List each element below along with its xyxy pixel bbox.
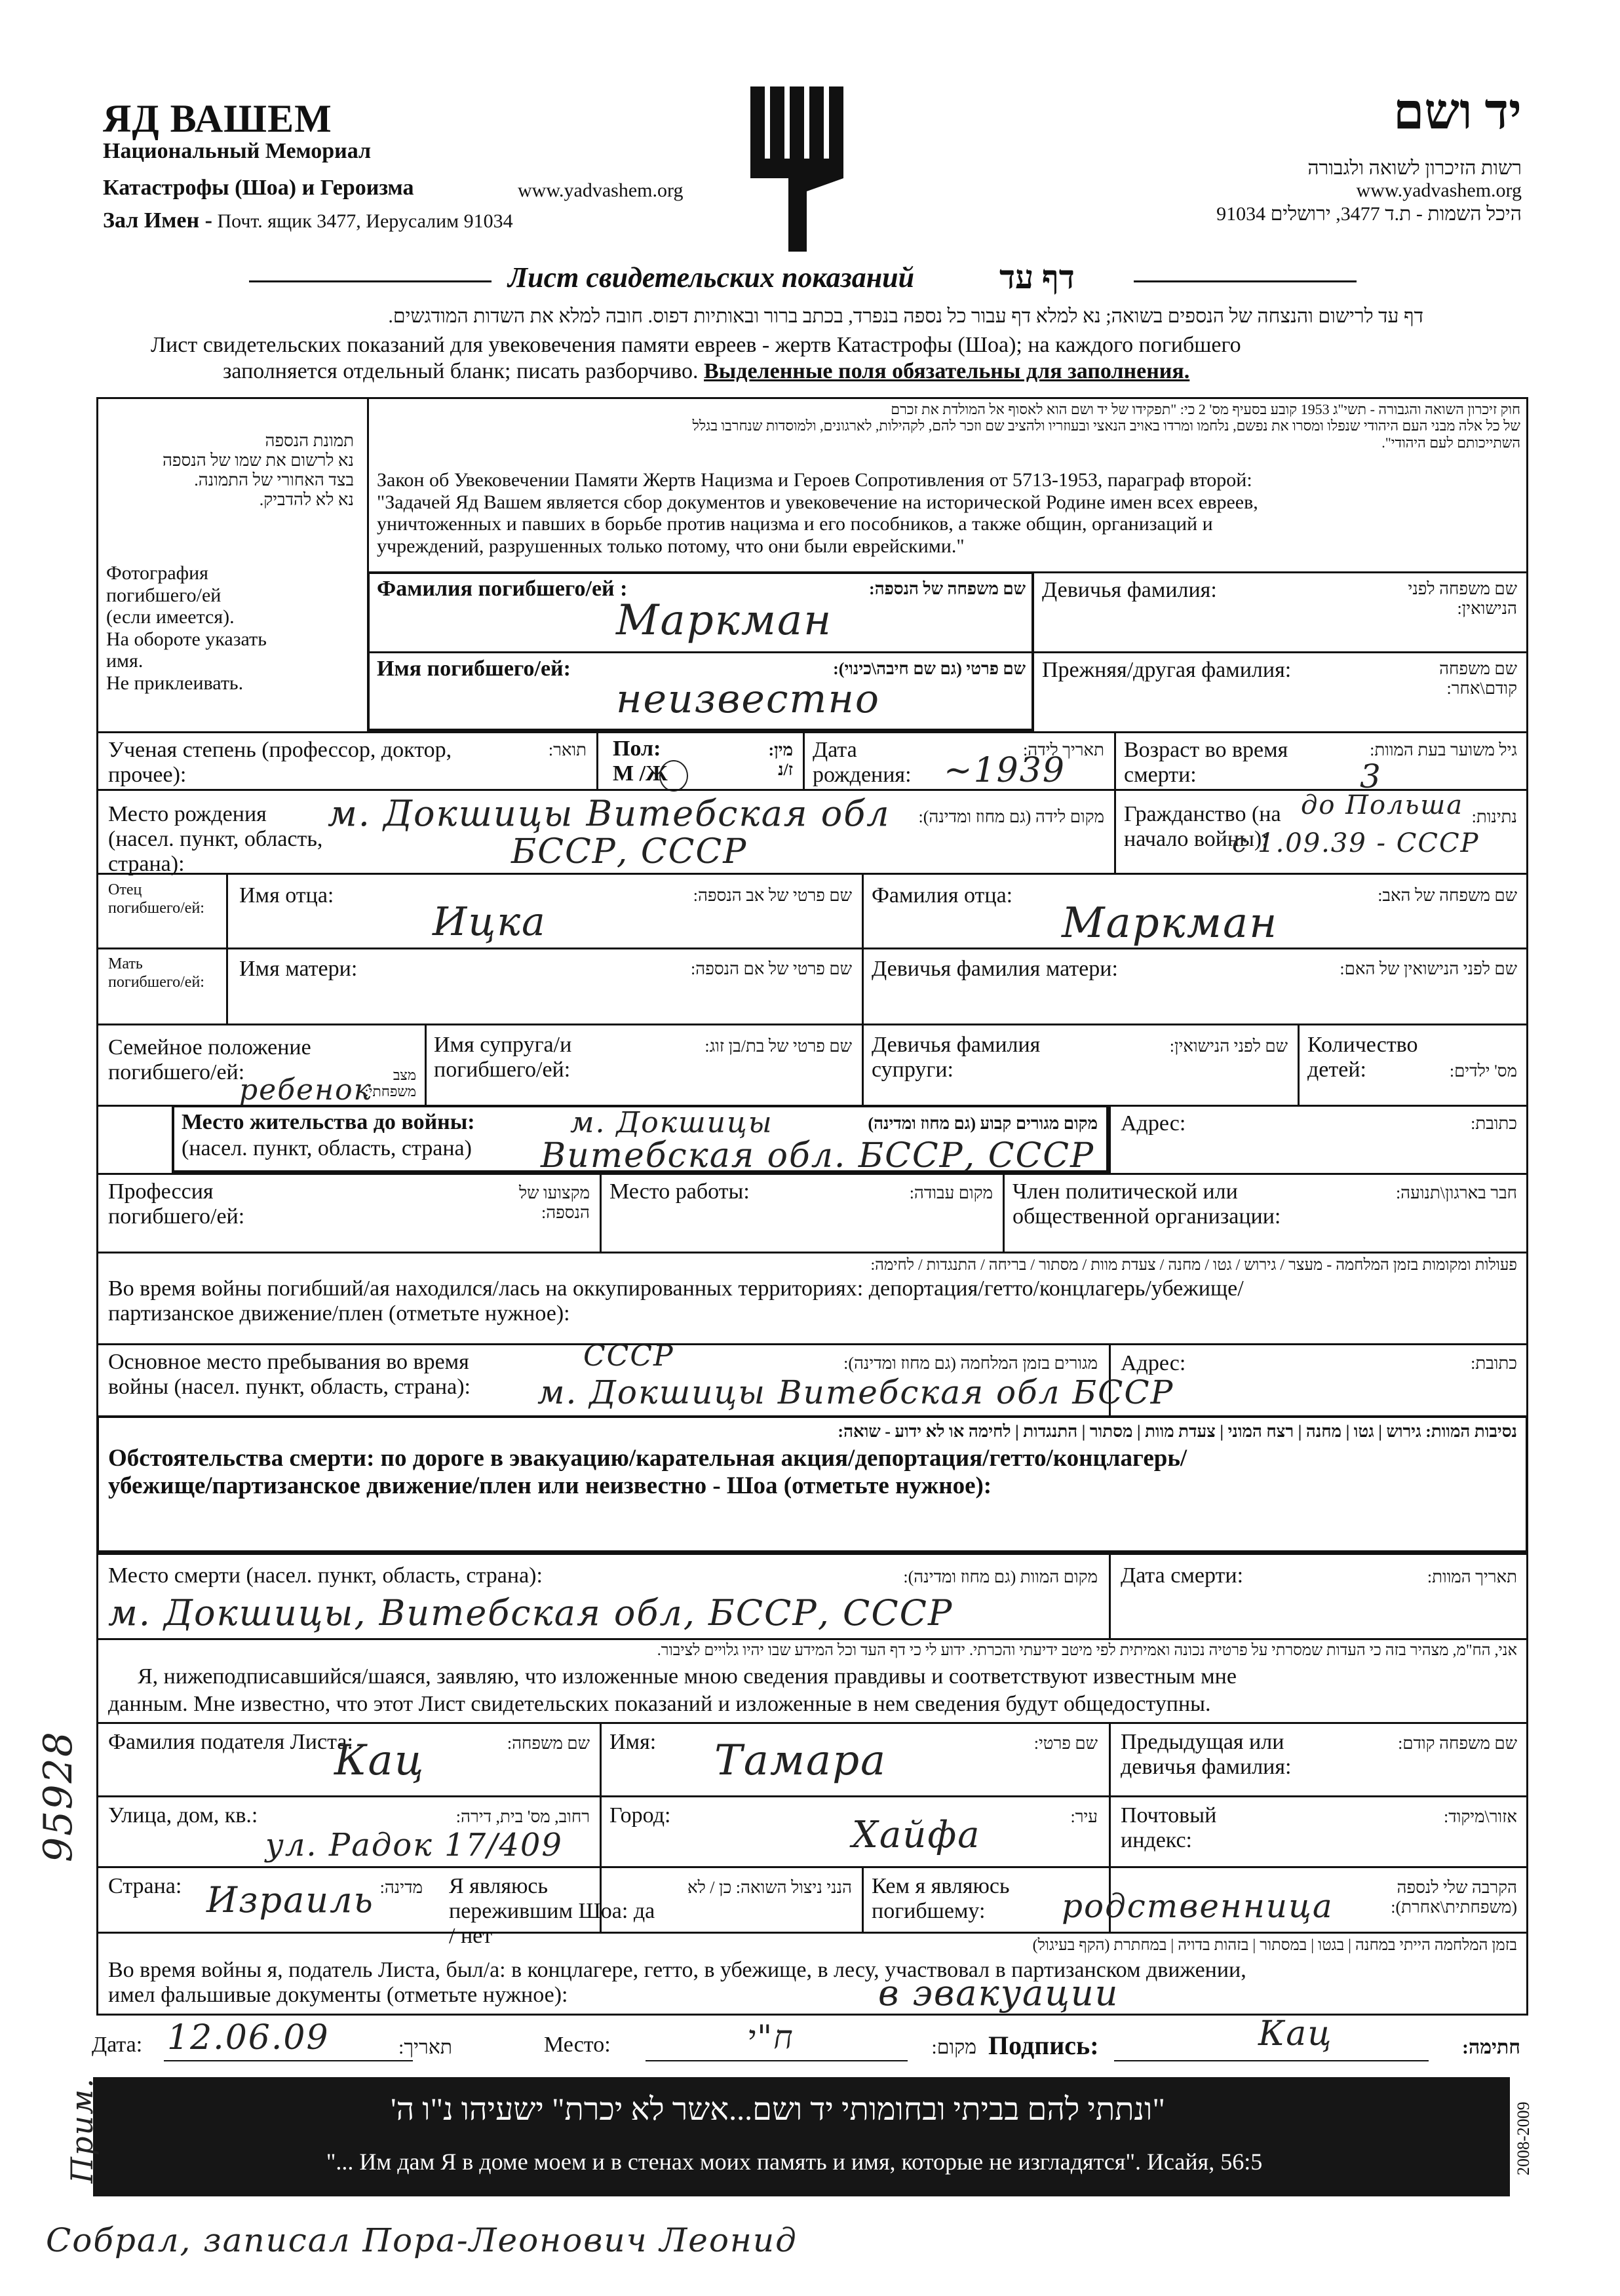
- citizenship-label: Гражданство (на начало войны):: [1124, 802, 1281, 852]
- victim-first-name-value[interactable]: неизвестно: [616, 676, 880, 722]
- residence-label-he: מקום מגורים קבוע (גם מחוז ומדינה): [868, 1114, 1098, 1133]
- mother-maiden-label: Девичья фамилия матери:: [872, 957, 1118, 981]
- degree-label-he: תואר:: [548, 740, 587, 759]
- mother-name-label: Имя матери:: [239, 957, 358, 981]
- law-text-ru-2: "Задачей Яд Вашем является сбор документов и увековечение на исторической Родине имен всех евреев,: [377, 491, 1258, 513]
- residence-label-2: (насел. пункт, область, страна): [182, 1136, 472, 1160]
- declaration-ru-1: Я, нижеподписавшийся/шаяся, заявляю, что изложенные мною сведения правдивы и соответствуют известным мне: [138, 1664, 1237, 1689]
- org-subtitle-ru-1: Национальный Мемориал: [103, 139, 372, 163]
- father-name-label-he: שם פרטי של אב הנספה:: [693, 886, 852, 905]
- photo-note-ru-1: Фотография: [106, 562, 208, 584]
- photo-note-ru-2: погибшего/ей: [106, 584, 222, 606]
- law-text-ru: [377, 469, 1258, 557]
- death-circumstances-he: נסיבות המוות: גירוש | גטו | מחנה | רצח המוני | צעדת מוות | מסתור | התנגדות | לחימה או לא ידוע - שואה:: [838, 1422, 1517, 1441]
- org-subtitle-ru-2: Катастрофы (Шоа) и Героизма: [103, 176, 414, 200]
- victim-surname-label: Фамилия погибшего/ей :: [377, 577, 628, 601]
- war-address-label-he: כתובת:: [1471, 1354, 1517, 1373]
- submitter-country-value[interactable]: Израиль: [206, 1879, 374, 1921]
- submitter-street-label-he: רחוב, מס' בית, דירה:: [455, 1807, 590, 1826]
- sex-options-ru[interactable]: М /Ж: [613, 761, 668, 786]
- place-label-he: מקום:: [931, 2037, 976, 2058]
- spouse-name-label: Имя супруга/и погибшего/ей:: [434, 1033, 572, 1082]
- instructions-he: דף עד לרישום והנצחה של הנספים בשואה; נא למלא דף עבור כל נספה בנפרד, בכתב ברור ובאותיות דפוס. חובה למלא את השדות המודגשים.: [388, 305, 1423, 327]
- victim-maiden-label: Девичья фамилия:: [1042, 578, 1217, 602]
- death-date-label: Дата смерти:: [1121, 1563, 1244, 1588]
- quote-years: 2008-2009: [1514, 2101, 1533, 2175]
- sex-options-he: ז/נ: [778, 759, 793, 779]
- war-place-label-he: מגורים בזמן המלחמה (גם מחוז ומדינה):: [843, 1354, 1098, 1373]
- age-value[interactable]: 3: [1360, 757, 1382, 795]
- workplace-label: Место работы:: [609, 1179, 750, 1204]
- law-text-he-3: השתייכותם לעם היהודי".: [1381, 434, 1520, 451]
- submitter-first-name-label-he: שם פרטי:: [1033, 1734, 1098, 1753]
- date-value[interactable]: 12.06.09: [167, 2018, 330, 2057]
- father-surname-label: Фамилия отца:: [872, 883, 1013, 908]
- submitter-prev-surname-label: Предыдущая или девичья фамилия:: [1121, 1730, 1292, 1780]
- spouse-maiden-label: Девичья фамилия супруги:: [872, 1033, 1041, 1082]
- victim-first-name-label: Имя погибшего/ей:: [377, 657, 571, 681]
- children-label: Количество детей:: [1307, 1033, 1418, 1082]
- relation-label: Кем я являюсь погибшему:: [872, 1874, 1010, 1924]
- org-title-ru: ЯД ВАШЕМ: [103, 97, 332, 140]
- submitter-city-label: Город:: [609, 1803, 671, 1827]
- declaration-he: אני, הח"מ, מצהיר בזה כי העדות שמסרתי על פרטיה נכונה ואמיתית לפי מיטב ידיעתי והכרתי. ידוע לי כי דף העד וכל המידע שבו יהיו גלויים לציבור.: [657, 1642, 1517, 1659]
- father-side-label: Отец погибшего/ей:: [108, 881, 204, 917]
- children-label-he: מס' ילדים:: [1449, 1062, 1517, 1081]
- date-label-he: תאריך:: [398, 2037, 452, 2058]
- instructions-ru-required: Выделенные поля обязательны для заполнения.: [704, 359, 1190, 383]
- survivor-label-he: הנני ניצול השואה: כן / לא: [687, 1878, 852, 1897]
- victim-first-name-label-he: שם פרטי (גם שם חיבה\כינוי):: [833, 659, 1026, 678]
- citizenship-label-he: נתינות:: [1471, 807, 1517, 826]
- law-text-he: [377, 401, 1520, 451]
- dob-label: Дата рождения:: [813, 738, 912, 788]
- declaration-ru-2: данным. Мне известно, что этот Лист свидетельских показаний и изложенные в нем сведения будут общедоступны.: [108, 1692, 1211, 1716]
- submitter-street-label: Улица, дом, кв.:: [108, 1803, 258, 1827]
- profession-label: Профессия погибшего/ей:: [108, 1179, 245, 1229]
- photo-note-ru-6: Не приклеивать.: [106, 672, 244, 694]
- photo-note-he-2: נא לרשום את שמו של הנספה: [162, 450, 354, 470]
- death-place-label: Место смерти (насел. пункт, область, страна):: [108, 1563, 543, 1588]
- marital-status-value[interactable]: ребенок: [239, 1073, 372, 1107]
- submitter-country-label: Страна:: [108, 1874, 182, 1898]
- death-place-label-he: מקום המוות (גם מחוז ומדינה):: [903, 1567, 1098, 1586]
- mother-maiden-label-he: שם לפני הנישואין של האם:: [1340, 959, 1517, 978]
- relation-value[interactable]: родственница: [1062, 1887, 1334, 1925]
- residence-value-2[interactable]: Витебская обл. БССР, СССР: [541, 1136, 1095, 1176]
- org-address-ru: [103, 208, 513, 233]
- residence-address-label-he: כתובת:: [1471, 1114, 1517, 1133]
- submitter-surname-label-he: שם משפחה:: [507, 1734, 590, 1753]
- submitter-country-label-he: מדינה:: [379, 1878, 423, 1897]
- dob-value[interactable]: ~1939: [944, 751, 1066, 790]
- submitter-city-value[interactable]: Хайфа: [852, 1814, 981, 1856]
- instructions-ru-2a: заполняется отдельный бланк; писать разборчиво.: [223, 359, 699, 383]
- photo-note-ru-3: (если имеется).: [106, 606, 235, 628]
- father-surname-value[interactable]: Маркман: [1062, 899, 1279, 947]
- death-date-label-he: תאריך המוות:: [1427, 1567, 1517, 1586]
- birthplace-value-1[interactable]: м. Докшицы Витебская обл: [328, 793, 891, 834]
- victim-prev-surname-label-he: שם משפחה קודם\אחר:: [1439, 659, 1517, 698]
- submitter-city-label-he: עיר:: [1070, 1807, 1098, 1826]
- sex-label-he-text: מין:: [768, 740, 793, 759]
- photo-note-he: [131, 431, 354, 510]
- wartime-note-ru-2: партизанское движение/плен (отметьте нужное):: [108, 1301, 570, 1326]
- instructions-ru-1: Лист свидетельских показаний для увековечения памяти евреев - жертв Катастрофы (Шоа); на каждого погибшего: [151, 333, 1241, 357]
- photo-note-he-1: תמונת הנספה: [265, 431, 354, 450]
- marital-status-label: Семейное положение погибшего/ей:: [108, 1035, 311, 1085]
- form-title-he: דף עד: [999, 259, 1075, 296]
- law-text-ru-4: учреждений, разрушенных только потому, что они были еврейскими.": [377, 535, 965, 557]
- submitter-wartime-he: בזמן המלחמה הייתי במחנה | בגטו | במסתור | בזהות בדויה | במחתרת (הקף בעיגול): [1032, 1937, 1517, 1954]
- birthplace-label-he: מקום לידה (גם מחוז ומדינה):: [918, 807, 1104, 826]
- law-text-ru-3: уничтоженных и павших в борьбе против нацизма и его пособников, а также общин, организаций и: [377, 513, 1213, 535]
- father-surname-label-he: שם משפחה של האב:: [1378, 886, 1517, 905]
- quote-band: [93, 2077, 1510, 2196]
- sex-label-he: [721, 740, 793, 780]
- survivor-label: Я являюсь пережившим Шоа: да / нет: [449, 1874, 655, 1949]
- sex-female-circle: [659, 760, 688, 792]
- bottom-note: Собрал, записал Пора-Леонович Леонид: [46, 2221, 798, 2259]
- war-place-label-1: Основное место пребывания во время: [108, 1350, 469, 1374]
- birthplace-value-2[interactable]: БССР, СССР: [511, 832, 748, 871]
- instructions-ru-2: [223, 359, 1189, 384]
- org-postal-address-ru: Почт. ящик 3477, Иерусалим 91034: [217, 210, 513, 232]
- victim-maiden-label-he: שם משפחה לפני הנישואין:: [1408, 579, 1517, 618]
- submitter-first-name-label: Имя:: [609, 1730, 657, 1754]
- workplace-label-he: מקום עבודה:: [909, 1183, 993, 1202]
- father-name-label: Имя отца:: [239, 883, 334, 908]
- submitter-surname-value[interactable]: Кац: [334, 1736, 425, 1785]
- law-text-he-1: חוק זיכרון השואה והגבורה - תשי"ג 1953 קובע בסעיף מס' 2 כי: "תפקידו של יד ושם הוא לאסוף אל המולדת את זכרם: [891, 401, 1520, 417]
- mother-name-label-he: שם פרטי של אם הנספה:: [691, 959, 852, 978]
- father-name-value[interactable]: Ицка: [433, 899, 547, 945]
- victim-surname-label-he: שם משפחה של הנספה:: [869, 579, 1026, 598]
- war-place-value-1[interactable]: СССР: [583, 1339, 674, 1373]
- place-value[interactable]: ח"י: [747, 2018, 794, 2056]
- age-label-he: גיל משוער בעת המוות:: [1370, 740, 1517, 759]
- residence-label: Место жительства до войны:: [182, 1110, 475, 1134]
- org-address-he: היכל השמות - ת.ד 3477, ירושלים 91034: [1216, 203, 1522, 225]
- membership-label: Член политической или общественной организации:: [1013, 1179, 1281, 1229]
- yad-vashem-logo-icon: [744, 80, 858, 257]
- death-place-value[interactable]: м. Докшицы, Витебская обл, БССР, СССР: [108, 1592, 954, 1634]
- photo-note-ru-4: На обороте указать: [106, 628, 267, 650]
- date-label: Дата:: [92, 2033, 143, 2057]
- org-url-he: www.yadvashem.org: [1356, 180, 1522, 201]
- marital-status-label-he: מצב משפחתי:: [364, 1067, 416, 1100]
- law-text-ru-1: Закон об Увековечении Памяти Жертв Нацизма и Героев Сопротивления от 5713-1953, параграф второй:: [377, 469, 1252, 491]
- photo-note-he-3: בצד האחורי של התמונה.: [194, 470, 354, 489]
- form-title-ru: Лист свидетельских показаний: [508, 261, 915, 294]
- sex-label-ru: Пол:: [613, 737, 661, 761]
- org-url-ru: www.yadvashem.org: [518, 180, 684, 201]
- profession-label-he: מקצועו של הנספה:: [518, 1183, 590, 1222]
- signature-label-he: חתימה:: [1462, 2037, 1520, 2058]
- mother-side-label: Мать погибшего/ей:: [108, 955, 204, 991]
- war-place-value-2[interactable]: м. Докшицы Витебская обл БССР: [537, 1373, 1174, 1411]
- dob-label-he: תאריך לידה:: [1023, 740, 1104, 759]
- submitter-surname-label: Фамилия подателя Листа:: [108, 1730, 353, 1754]
- submitter-zip-label-he: אזור\מיקוד:: [1443, 1807, 1517, 1826]
- place-label: Место:: [544, 2033, 611, 2057]
- submitter-prev-surname-label-he: שם משפחה קודם:: [1398, 1734, 1517, 1753]
- citizenship-value-2[interactable]: с 1.09.39 - СССР: [1232, 828, 1480, 858]
- org-subtitle-he: רשות הזיכרון לשואה ולגבורה: [1307, 157, 1522, 179]
- death-circumstances-ru-1: Обстоятельства смерти: по дороге в эвакуацию/карательная акция/депортация/гетто/концлагерь/: [108, 1445, 1187, 1472]
- left-margin-note: Прим.: [64, 2077, 100, 2183]
- membership-label-he: חבר בארגון\תנועה:: [1395, 1183, 1517, 1202]
- law-text-he-2: של כל אלה מבני העם היהודי שנפלו ומסרו את נפשם, נלחמו ומרדו באויב הנאצי ובעוזריו ולהציב שם וזכר להם, לקהילות, לארגונים, ולמוסדות שנחרבו בגלל: [692, 417, 1520, 434]
- victim-prev-surname-label: Прежняя/другая фамилия:: [1042, 658, 1292, 682]
- spouse-maiden-label-he: שם לפני הנישואין:: [1169, 1037, 1288, 1056]
- org-title-he: יד ושם: [1393, 85, 1522, 140]
- photo-note-ru-5: имя.: [106, 650, 144, 672]
- submitter-zip-label: Почтовый индекс:: [1121, 1803, 1217, 1853]
- photo-note-he-4: נא לא להדביק.: [259, 489, 354, 509]
- hall-of-names-label: Зал Имен -: [103, 208, 212, 233]
- stamp-number: 95928: [35, 1731, 81, 1862]
- residence-value-1[interactable]: м. Докшицы: [570, 1106, 773, 1139]
- submitter-wartime-ru-1: Во время войны я, податель Листа, был/а: в концлагере, гетто, в убежище, в лесу, участвовал в партизанском движении,: [108, 1958, 1246, 1982]
- submitter-wartime-value[interactable]: в эвакуации: [878, 1972, 1119, 2014]
- war-address-label: Адрес:: [1121, 1351, 1186, 1375]
- signature-value[interactable]: Кац: [1258, 2014, 1333, 2054]
- victim-surname-value[interactable]: Маркман: [616, 596, 833, 645]
- relation-label-he: הקרבה שלי לנספה (משפחתית\אחרת):: [1391, 1878, 1517, 1917]
- birthplace-label: Место рождения (насел. пункт, область, страна):: [108, 802, 323, 877]
- signature-label: Подпись:: [988, 2031, 1099, 2060]
- quote-ru: "... Им дам Я в доме моем и в стенах моих память и имя, которые не изгладятся". Исайя, 56:5: [326, 2149, 1263, 2175]
- quote-he: "ונתתי להם בביתי ובחומותי יד ושם...אשר לא יכרת" ישעיהו נ"ו ה': [391, 2092, 1165, 2127]
- age-label: Возраст во время смерти:: [1124, 738, 1288, 788]
- wartime-note-ru-1: Во время войны погибший/ая находился/лась на оккупированных территориях: депортация/гетто/концлагерь/убежище/: [108, 1276, 1244, 1301]
- wartime-note-he: פעולות ומקומות בזמן המלחמה - מעצר / גירוש / גטו / מחנה / צעדת מוות / מסתור / בריחה / התנגדות / לחימה:: [870, 1257, 1517, 1274]
- residence-address-label: Адрес:: [1121, 1111, 1186, 1136]
- photo-note-ru: [106, 562, 267, 695]
- submitter-first-name-value[interactable]: Тамара: [714, 1736, 887, 1785]
- submitter-wartime-ru-2: имел фальшивые документы (отметьте нужное):: [108, 1983, 568, 2007]
- war-place-label-2: войны (насел. пункт, область, страна):: [108, 1375, 471, 1399]
- degree-label: Ученая степень (профессор, доктор, прочее):: [108, 738, 452, 788]
- submitter-street-value[interactable]: ул. Радок 17/409: [265, 1827, 563, 1864]
- death-circumstances-ru-2: убежище/партизанское движение/плен или неизвестно - Шоа (отметьте нужное):: [108, 1472, 992, 1499]
- citizenship-value-1[interactable]: до Польша: [1301, 790, 1464, 820]
- spouse-name-label-he: שם פרטי של בת/בן זוג:: [704, 1037, 852, 1056]
